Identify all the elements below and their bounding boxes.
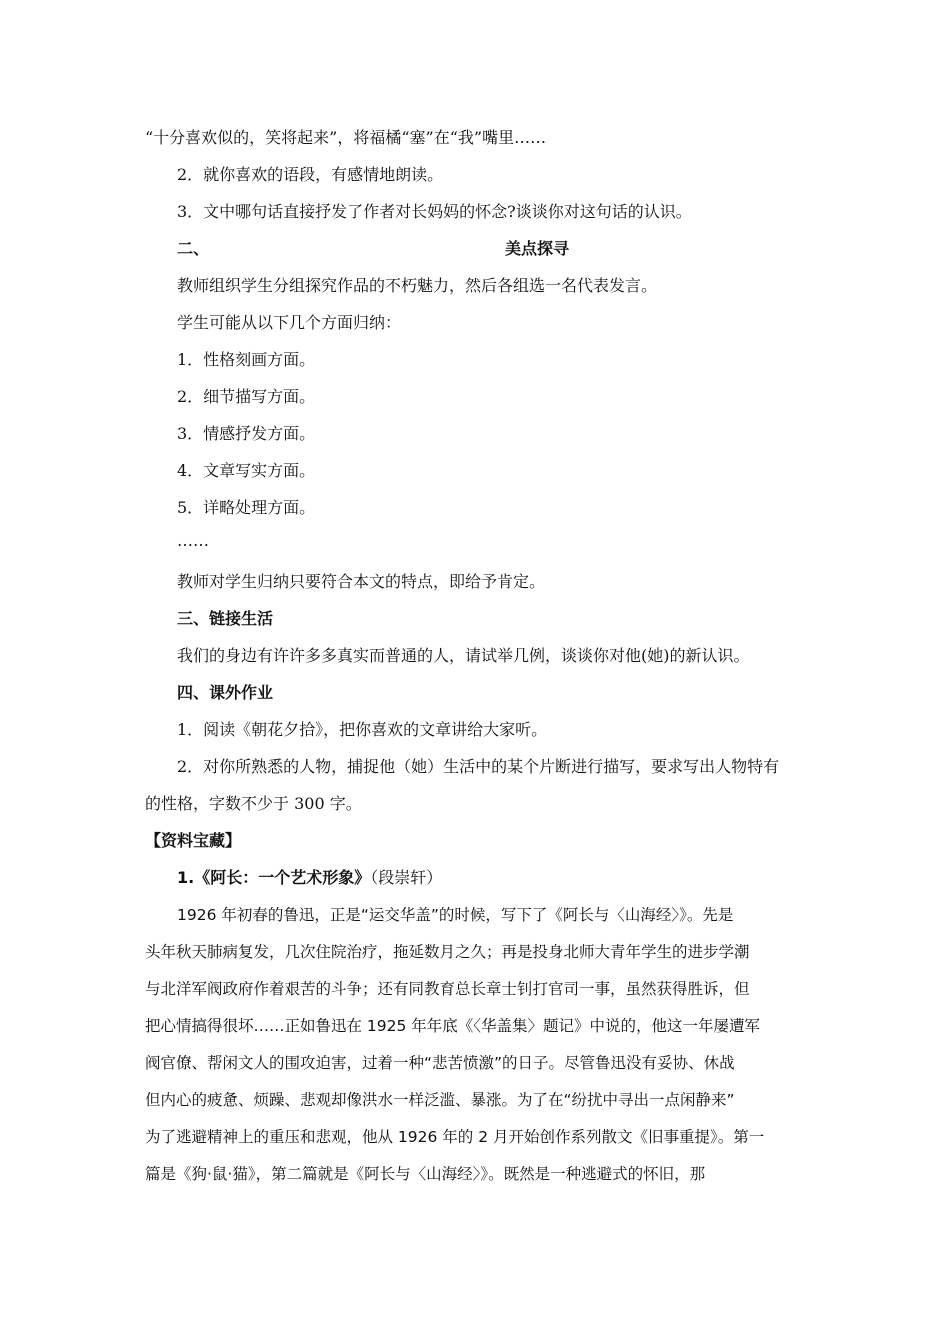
homework-2: 2．对你所熟悉的人物，捕捉他（她）生活中的某个片断进行描写，要求写出人物特有 — [177, 757, 780, 776]
paragraph-line: 篇是《狗·鼠·猫》，第二篇就是《阿长与〈山海经〉》。既然是一种逃避式的怀旧，那 — [145, 1165, 706, 1183]
paragraph-line: 与北洋军阀政府作着艰苦的斗争；还有同教育总长章士钊打官司一事，虽然获得胜诉，但 — [145, 980, 750, 998]
section-4-heading: 四、课外作业 — [177, 683, 274, 702]
paragraph-line: 阀官僚、帮闲文人的围攻迫害，过着一种“悲苦愤激”的日子。尽管鲁迅没有妥协、休战 — [145, 1054, 735, 1072]
paragraph-line: 头年秋天肺病复发，几次住院治疗，拖延数月之久；再是投身北师大青年学生的进步学潮 — [145, 943, 750, 961]
text-line: 教师组织学生分组探究作品的不朽魅力，然后各组选一名代表发言。 — [177, 276, 658, 295]
question-2: 2．就你喜欢的语段，有感情地朗读。 — [177, 165, 444, 184]
paragraph-line: 为了逃避精神上的重压和悲观，他从 1926 年的 2 月开始创作系列散文《旧事重提》。第一 — [145, 1128, 765, 1146]
text-line: 学生可能从以下几个方面归纳： — [177, 313, 402, 332]
question-3: 3．文中哪句话直接抒发了作者对长妈妈的怀念?谈谈你对这句话的认识。 — [177, 202, 692, 221]
list-item: 4．文章写实方面。 — [177, 461, 316, 480]
article-title: 1.《阿长：一个艺术形象》 — [177, 868, 371, 887]
text-line: “十分喜欢似的，笑将起来”，将福橘“塞”在“我”嘴里…… — [145, 128, 547, 147]
article-heading — [177, 868, 442, 888]
list-item: 2．细节描写方面。 — [177, 387, 316, 406]
section-2-number: 二、 — [177, 239, 210, 258]
section-2-title: 美点探寻 — [505, 239, 570, 258]
list-item: 5．详略处理方面。 — [177, 498, 316, 517]
list-item: 3．情感抒发方面。 — [177, 424, 316, 443]
resource-heading: 【资料宝藏】 — [145, 831, 242, 850]
paragraph-line: 但内心的疲惫、烦躁、悲观却像洪水一样泛滥、暴涨。为了在“纷扰中寻出一点闲静来” — [145, 1091, 735, 1109]
section-3-heading: 三、链接生活 — [177, 609, 274, 628]
article-author: （段崇轩） — [370, 868, 443, 887]
text-line: 教师对学生归纳只要符合本文的特点，即给予肯定。 — [177, 572, 546, 591]
homework-2-cont: 的性格，字数不少于 300 字。 — [145, 794, 362, 813]
list-item: 1．性格刻画方面。 — [177, 350, 316, 369]
text-line: 我们的身边有许许多多真实而普通的人，请试举几例，谈谈你对他(她)的新认识。 — [177, 646, 750, 665]
homework-1: 1．阅读《朝花夕拾》，把你喜欢的文章讲给大家听。 — [177, 720, 548, 739]
ellipsis: …… — [177, 531, 209, 550]
paragraph-line: 把心情搞得很坏……正如鲁迅在 1925 年年底《〈华盖集〉题记》中说的，他这一年屡遭军 — [145, 1017, 761, 1035]
paragraph-line: 1926 年初春的鲁迅，正是“运交华盖”的时候，写下了《阿长与〈山海经〉》。先是 — [177, 906, 734, 924]
